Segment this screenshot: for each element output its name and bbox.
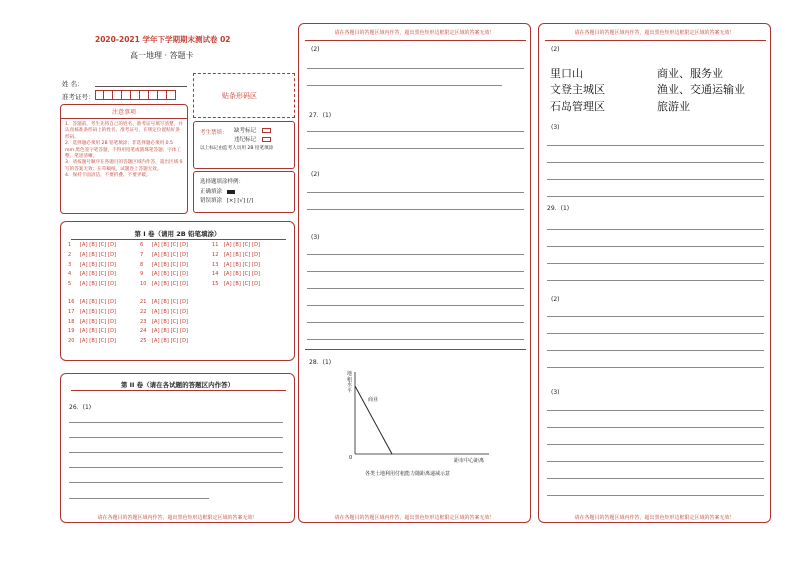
answer-line[interactable]: [307, 148, 524, 149]
answer-line[interactable]: [307, 271, 524, 272]
choice-number: 13: [212, 261, 219, 268]
answer-line[interactable]: [69, 467, 283, 468]
choice-options[interactable]: [A] [B] [C] [D]: [152, 281, 189, 288]
answer-line[interactable]: [69, 498, 209, 499]
choice-number: 9: [140, 271, 144, 278]
industry-3: 旅游业: [657, 100, 690, 113]
note-item-2: 2．选择题必须用 2B 铅笔填涂；非选择题必须用 0.5 mm 黑色签字笔答题，不得用铅笔或圆珠笔答题；字体工整、笔迹清晰。: [65, 141, 182, 160]
answer-line[interactable]: [307, 288, 524, 289]
choice-number: 2: [68, 251, 72, 258]
exam-title: 2020-2021 学年下学期期末测试卷 02: [95, 35, 231, 44]
answer-line[interactable]: [547, 229, 764, 230]
choice-number: 22: [140, 308, 147, 315]
wrong-fill-marks: [×] [√] [/]: [226, 198, 254, 204]
choice-number: 17: [68, 308, 75, 315]
absent-label: 缺考标记: [234, 128, 257, 134]
q27-label: 27．(1): [309, 112, 332, 119]
choice-row-q4[interactable]: [68, 271, 116, 277]
choice-row-q11[interactable]: [212, 242, 260, 248]
answer-line[interactable]: [307, 131, 524, 132]
place-2: 文登主城区: [550, 83, 605, 96]
choice-row-q17[interactable]: [68, 309, 116, 315]
industry-2: 渔业、交通运输业: [657, 83, 745, 96]
choice-options[interactable]: [A] [B] [C] [D]: [224, 261, 261, 268]
choice-row-q20[interactable]: [68, 338, 116, 344]
q29-label: 29．(1): [547, 205, 570, 212]
note-item-4: 4．保持卡面清洁，不要折叠、不要弄破。: [65, 173, 151, 179]
answer-line[interactable]: [547, 162, 764, 163]
choice-row-q19[interactable]: [68, 328, 116, 334]
choice-options[interactable]: [A] [B] [C] [D]: [224, 242, 261, 248]
choice-row-q2[interactable]: [68, 252, 116, 258]
col2-top-warning: 请在各题目的答题区域内作答，超出黑色矩形边框限定区域的答案无效！: [334, 30, 495, 36]
answer-line[interactable]: [547, 495, 764, 496]
answer-line[interactable]: [547, 179, 764, 180]
choice-row-q22[interactable]: [140, 309, 188, 315]
choice-row-q23[interactable]: [140, 319, 188, 325]
answer-line[interactable]: [547, 145, 764, 146]
choice-number: 19: [68, 328, 75, 335]
choice-number: 7: [140, 251, 144, 258]
answer-row-2: [550, 81, 760, 97]
answer-line[interactable]: [547, 263, 764, 264]
choice-number: 21: [140, 299, 147, 305]
exam-subtitle: 高一地理 · 答题卡: [130, 51, 194, 60]
choice-options[interactable]: [A] [B] [C] [D]: [152, 299, 189, 305]
choice-number: 12: [212, 251, 219, 258]
correct-fill-label: 正确填涂: [200, 189, 223, 195]
status-label: 考生禁填：: [200, 130, 228, 136]
answer-line[interactable]: [547, 367, 764, 368]
answer-line[interactable]: [307, 254, 524, 255]
chart-caption: 各类土地利用付租能力随距离递减示意: [365, 471, 451, 477]
col3-bottom-warning: 请在各题目的答题区域内作答，超出黑色矩形边框限定区域的答案无效！: [574, 515, 735, 521]
q27-3-label: (3): [311, 234, 320, 241]
answer-line[interactable]: [307, 85, 502, 86]
choice-number: 20: [68, 338, 75, 345]
q27-2-label: (2): [311, 171, 320, 178]
barcode-label: 贴条形码区: [222, 92, 257, 100]
choice-options[interactable]: [A] [B] [C] [D]: [80, 318, 117, 325]
section2-warning: 请在各题目的答题区域内作答，超出黑色矩形边框限定区域的答案无效！: [97, 515, 258, 521]
answer-line[interactable]: [69, 482, 283, 483]
choice-row-q3[interactable]: [68, 262, 116, 268]
choice-options[interactable]: [A] [B] [C] [D]: [80, 299, 117, 305]
correct-fill-mark: [227, 190, 235, 194]
chart-line-label: 商业: [368, 397, 379, 403]
choice-options[interactable]: [A] [B] [C] [D]: [80, 261, 117, 268]
answer-line[interactable]: [547, 427, 764, 428]
answer-line[interactable]: [69, 437, 283, 438]
choice-row-q18[interactable]: [68, 319, 116, 325]
answer-row-1: [550, 65, 760, 81]
violation-label: 违纪标记: [234, 137, 257, 143]
name-field[interactable]: [95, 86, 187, 87]
q29-3-label: (3): [551, 389, 560, 396]
chart-ylabel: 地租水平: [347, 371, 353, 394]
section2-title: 第 II 卷（请在各试题的答题区内作答）: [120, 381, 235, 389]
choice-options[interactable]: [A] [B] [C] [D]: [224, 251, 261, 258]
choice-row-q14[interactable]: [212, 271, 260, 277]
choice-options[interactable]: [A] [B] [C] [D]: [152, 251, 189, 258]
chart-origin-label: 0: [349, 455, 353, 461]
choice-number: 4: [68, 271, 72, 278]
answer-line[interactable]: [307, 68, 524, 69]
choice-options[interactable]: [A] [B] [C] [D]: [152, 328, 189, 335]
q29-2-label: (2): [551, 296, 560, 303]
place-1: 里口山: [550, 67, 583, 80]
choice-number: 14: [212, 271, 219, 278]
choice-options[interactable]: [A] [B] [C] [D]: [152, 338, 189, 345]
choice-row-q13[interactable]: [212, 262, 260, 268]
answer-line[interactable]: [547, 461, 764, 462]
col3-q-2: (2): [551, 46, 560, 53]
answer-line[interactable]: [547, 478, 764, 479]
choice-row-q7[interactable]: [140, 252, 188, 258]
note-item-3: 3．请按题号顺序在各题目的答题区域内作答，超出区域书写的答案无效；在草稿纸、试题卷上答题无效。: [65, 160, 183, 172]
choice-number: 16: [68, 299, 75, 305]
answer-row-3: [550, 98, 760, 114]
choice-row-q12[interactable]: [212, 252, 260, 258]
answer-line[interactable]: [69, 422, 283, 423]
answer-line[interactable]: [547, 444, 764, 445]
choice-row-q21[interactable]: [140, 299, 188, 305]
place-3: 石岛管理区: [550, 100, 605, 113]
col3-q-3: (3): [551, 124, 560, 131]
choice-number: 23: [140, 318, 147, 325]
choice-row-q24[interactable]: [140, 328, 188, 334]
chart-xlabel: 距市中心距离: [454, 458, 485, 464]
notes-title: 注意事项: [61, 107, 187, 119]
answer-line[interactable]: [307, 339, 524, 340]
choice-options[interactable]: [A] [B] [C] [D]: [80, 308, 117, 315]
choice-options[interactable]: [A] [B] [C] [D]: [80, 338, 117, 345]
answer-line[interactable]: [307, 192, 524, 193]
answer-line[interactable]: [547, 316, 764, 317]
answer-line[interactable]: [307, 305, 524, 306]
choice-options[interactable]: [A] [B] [C] [D]: [152, 242, 189, 248]
id-label: 准考证号：: [62, 93, 95, 101]
notes-box: [60, 104, 188, 214]
choice-row-q8[interactable]: [140, 262, 188, 268]
industry-1: 商业、服务业: [657, 67, 723, 80]
violation-checkbox[interactable]: [262, 137, 271, 142]
section1-title: 第 I 卷（请用 2B 铅笔填涂）: [134, 230, 221, 238]
status-note: 以上标记由监考人员用 2B 铅笔填涂: [200, 146, 274, 151]
wrong-fill-label: 错误填涂: [200, 198, 223, 204]
absent-checkbox[interactable]: [262, 128, 271, 133]
answer-line[interactable]: [547, 333, 764, 334]
answer-line[interactable]: [547, 280, 764, 281]
fill-example-title: 选择题填涂样例：: [200, 179, 245, 185]
col2-bottom-warning: 请在各题目的答题区域内作答，超出黑色矩形边框限定区域的答案无效！: [334, 515, 495, 521]
answer-line[interactable]: [307, 322, 524, 323]
choice-number: 25: [140, 338, 147, 345]
choice-row-q10[interactable]: [140, 281, 188, 287]
choice-options[interactable]: [A] [B] [C] [D]: [80, 251, 117, 258]
choice-row-q1[interactable]: [68, 242, 116, 248]
status-box: [193, 121, 295, 169]
id-boxes[interactable]: [95, 90, 176, 100]
choice-number: 1: [68, 242, 72, 248]
column2-box: [298, 23, 531, 523]
choice-number: 18: [68, 318, 75, 325]
section2-box: [60, 373, 295, 523]
choice-options[interactable]: [A] [B] [C] [D]: [80, 242, 117, 248]
answer-line[interactable]: [547, 350, 764, 351]
choice-number: 24: [140, 328, 147, 335]
choice-row-q25[interactable]: [140, 338, 188, 344]
choice-row-q16[interactable]: [68, 299, 116, 305]
answer-line[interactable]: [547, 410, 764, 411]
choice-options[interactable]: [A] [B] [C] [D]: [224, 281, 261, 288]
fill-example-box: [193, 171, 295, 213]
choice-options[interactable]: [A] [B] [C] [D]: [80, 271, 117, 278]
answer-line[interactable]: [547, 196, 764, 197]
answer-line[interactable]: [307, 209, 524, 210]
column3-box: [538, 23, 771, 523]
q26-label: 26．(1): [69, 404, 92, 411]
choice-number: 10: [140, 281, 147, 288]
name-label: 姓 名：: [62, 80, 84, 88]
choice-options[interactable]: [A] [B] [C] [D]: [80, 328, 117, 335]
choice-options[interactable]: [A] [B] [C] [D]: [80, 281, 117, 288]
choice-number: 11: [212, 242, 219, 248]
choice-row-q5[interactable]: [68, 281, 116, 287]
col3-top-warning: 请在各题目的答题区域内作答，超出黑色矩形边框限定区域的答案无效！: [574, 30, 735, 36]
note-item-1: 1．答题前，考生先将自己的姓名、准考证号填写清楚，并认真核准条形码上的姓名、准考证号，在规定位置贴好条形码。: [65, 122, 183, 140]
choice-number: 5: [68, 281, 72, 288]
choice-number: 6: [140, 242, 144, 248]
choice-number: 3: [68, 261, 72, 268]
choice-row-q6[interactable]: [140, 242, 188, 248]
choice-options[interactable]: [A] [B] [C] [D]: [152, 308, 189, 315]
choice-number: 15: [212, 281, 219, 288]
choice-row-q15[interactable]: [212, 281, 260, 287]
choice-row-q9[interactable]: [140, 271, 188, 277]
q28-label: 28．(1): [309, 359, 332, 366]
col2-q-2: (2): [311, 46, 320, 53]
choice-options[interactable]: [A] [B] [C] [D]: [152, 318, 189, 325]
answer-line[interactable]: [547, 246, 764, 247]
barcode-area: [193, 73, 295, 118]
answer-line[interactable]: [69, 452, 283, 453]
choice-options[interactable]: [A] [B] [C] [D]: [152, 261, 189, 268]
choice-options[interactable]: [A] [B] [C] [D]: [152, 271, 189, 278]
choice-options[interactable]: [A] [B] [C] [D]: [224, 271, 261, 278]
choice-number: 8: [140, 261, 144, 268]
